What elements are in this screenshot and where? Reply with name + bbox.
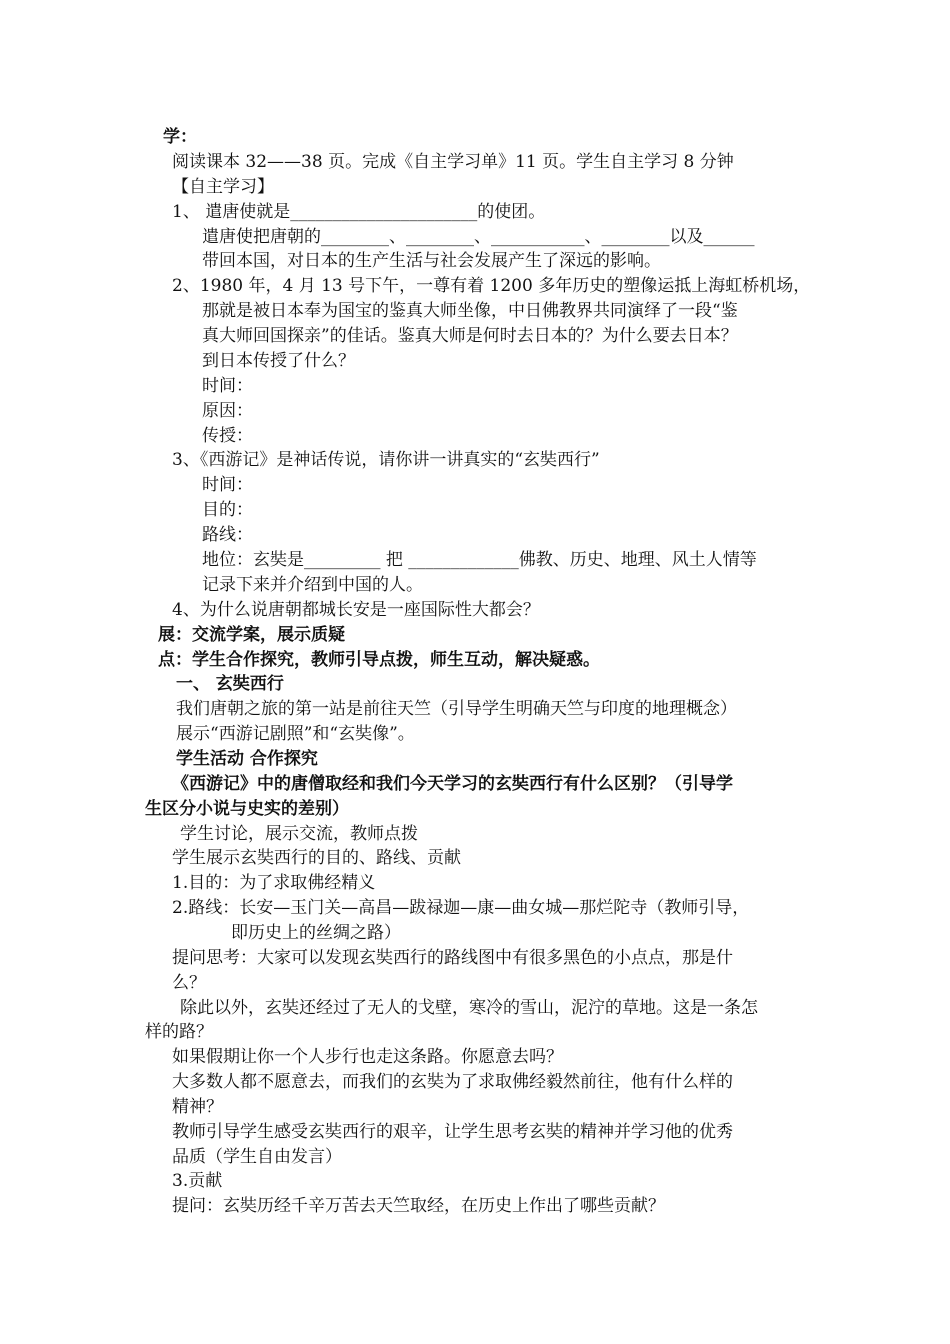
field-teaching: 传授： [202, 426, 253, 446]
question-2-line-3: 真大师回国探亲”的佳话。鉴真大师是何时去日本的？为什么要去日本？ [202, 326, 738, 346]
paragraph-student-show: 学生展示玄奘西行的目的、路线、贡献 [172, 848, 461, 868]
question-4: 4、为什么说唐朝都城长安是一座国际性大都会？ [172, 600, 540, 620]
bold-question: 《西游记》中的唐僧取经和我们今天学习的玄奘西行有什么区别？（引导学 [172, 774, 733, 794]
bold-question-line-2: 生区分小说与史实的差别） [145, 799, 349, 819]
section-heading-zhan: 展：交流学案，展示质疑 [158, 625, 345, 645]
self-study-heading: 【自主学习】 [172, 177, 274, 197]
field-time: 时间： [202, 376, 253, 396]
field-status-line-2: 记录下来并介绍到中国的人。 [202, 575, 423, 595]
item-purpose: 1.目的：为了求取佛经精义 [172, 873, 376, 893]
field-purpose: 目的： [202, 500, 253, 520]
question-3: 3、《西游记》是神话传说，请你讲一讲真实的“玄奘西行” [172, 450, 600, 470]
paragraph-road: 除此以外，玄奘还经过了无人的戈壁，寒冷的雪山，泥泞的草地。这是一条怎 [180, 998, 758, 1018]
field-route: 路线： [202, 525, 253, 545]
paragraph-teacher-guide: 教师引导学生感受玄奘西行的艰辛，让学生思考玄奘的精神并学习他的优秀 [172, 1122, 733, 1142]
field-status: 地位：玄奘是_________ 把 _____________佛教、历史、地理、风土人情等 [202, 550, 757, 570]
paragraph-question-dots: 提问思考：大家可以发现玄奘西行的路线图中有很多黑色的小点点，那是什 [172, 948, 733, 968]
question-1: 1、 遣唐使就是______________________的使团。 [172, 202, 546, 222]
question-1-line-2: 遣唐使把唐朝的________、________、___________、________以及______ [202, 227, 755, 247]
paragraph-spirit: 大多数人都不愿意去，而我们的玄奘为了求取佛经毅然前往，他有什么样的 [172, 1072, 733, 1092]
section-heading-dian: 点：学生合作探究，教师引导点拨，师生互动，解决疑惑。 [158, 650, 600, 670]
paragraph-show-images: 展示“西游记剧照”和“玄奘像”。 [176, 724, 415, 744]
paragraph-teacher-guide-line-2: 品质（学生自由发言） [172, 1147, 342, 1167]
paragraph-road-line-2: 样的路？ [145, 1022, 213, 1042]
paragraph-tianzhu: 我们唐朝之旅的第一站是前往天竺（引导学生明确天竺与印度的地理概念） [176, 699, 737, 719]
section-heading-xue: 学： [163, 127, 197, 147]
field-time-2: 时间： [202, 475, 253, 495]
paragraph-holiday: 如果假期让你一个人步行也走这条路。你愿意去吗？ [172, 1047, 563, 1067]
reading-instruction: 阅读课本 32——38 页。完成《自主学习单》11 页。学生自主学习 8 分钟 [172, 152, 734, 172]
question-2-line-2: 那就是被日本奉为国宝的鉴真大师坐像，中日佛教界共同演绎了一段“鉴 [202, 301, 738, 321]
item-route-line-2: 即历史上的丝绸之路） [231, 923, 401, 943]
question-2: 2、1980 年，4 月 13 号下午，一尊有着 1200 多年历史的塑像运抵上海虹桥机场， [172, 276, 811, 296]
activity-heading: 学生活动 合作探究 [176, 749, 318, 769]
paragraph-question-dots-line-2: 么？ [172, 973, 206, 993]
subsection-heading-1: 一、 玄奘西行 [176, 674, 284, 694]
item-route: 2.路线：长安—玉门关—高昌—跋禄迦—康—曲女城—那烂陀寺（教师引导， [172, 898, 750, 918]
paragraph-contribution-question: 提问：玄奘历经千辛万苦去天竺取经，在历史上作出了哪些贡献？ [172, 1196, 665, 1216]
field-reason: 原因： [202, 401, 253, 421]
paragraph-spirit-line-2: 精神？ [172, 1097, 223, 1117]
question-2-line-4: 到日本传授了什么？ [202, 351, 355, 371]
question-1-line-3: 带回本国，对日本的生产生活与社会发展产生了深远的影响。 [202, 251, 661, 271]
paragraph-discussion: 学生讨论，展示交流，教师点拨 [180, 824, 418, 844]
item-contribution: 3.贡献 [172, 1171, 223, 1191]
